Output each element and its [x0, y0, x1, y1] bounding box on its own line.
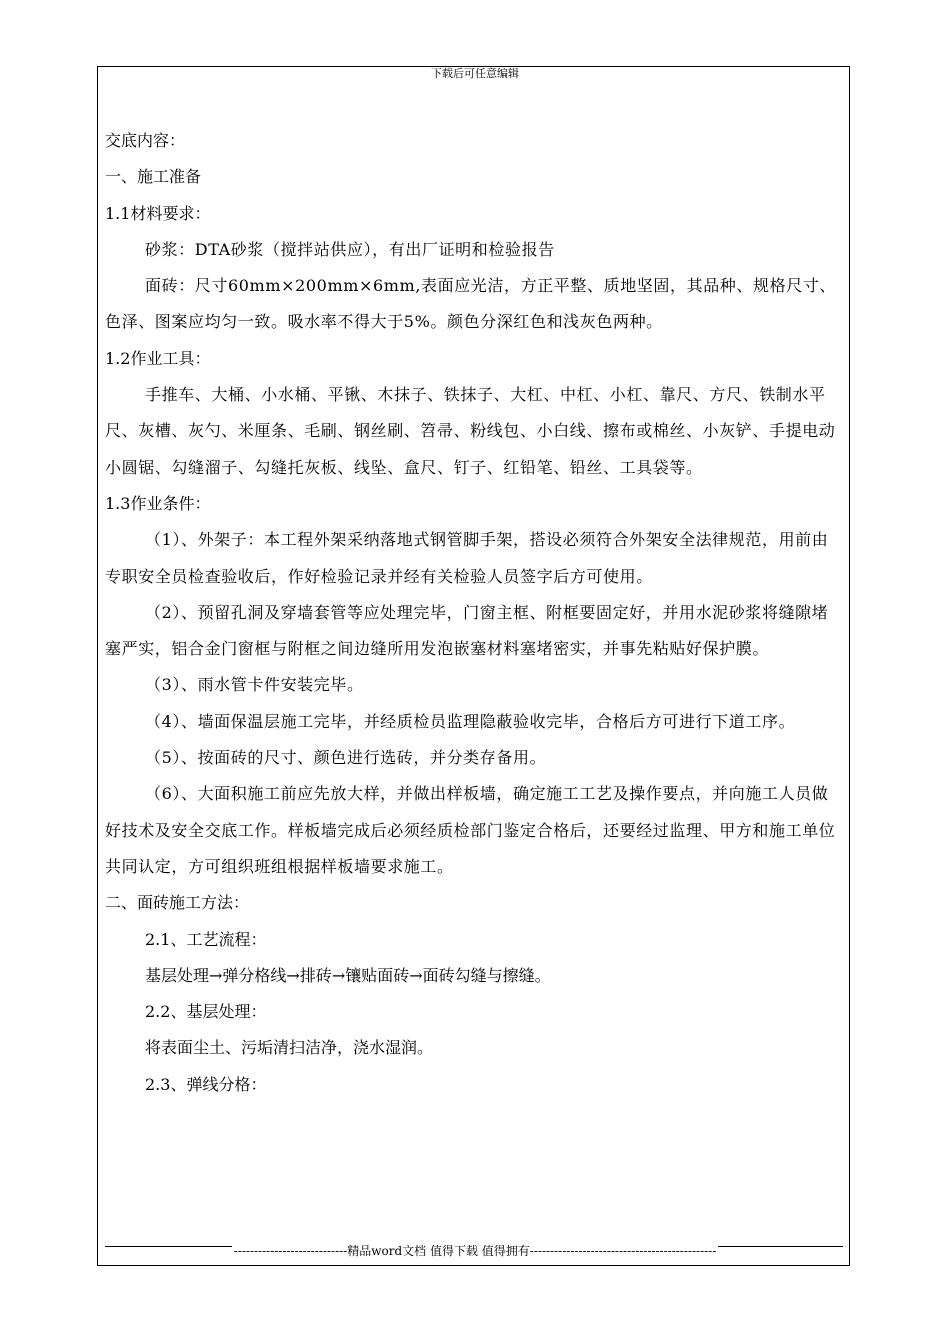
subsection-heading: 2.3、弹线分格： [145, 1074, 267, 1094]
subsection-heading: 2.2、基层处理： [145, 1002, 267, 1022]
subsection-heading: 2.1、工艺流程： [145, 929, 267, 949]
body-paragraph: （6）、大面积施工前应先放大样，并做出样板墙，确定施工工艺及操作要点，并向施工人员做好技术及安全交底工作。样板墙完成后必须经质检部门鉴定合格后，还要经过监理、甲方和施工单位共同认定，方可组织班组根据样板墙要求施工。 [105, 784, 836, 876]
body-paragraph: （1）、外架子：本工程外架采纳落地式钢管脚手架，搭设必须符合外架安全法律规范，用前由专职安全员检查验收后，作好检验记录并经有关检验人员签字后方可使用。 [105, 530, 829, 586]
section-heading: 二、面砖施工方法： [105, 893, 250, 913]
body-paragraph: 手推车、大桶、小水桶、平锹、木抹子、铁抹子、大杠、中杠、小杠、靠尺、方尺、铁制水平尺、灰槽、灰勺、米厘条、毛刷、钢丝刷、笤帚、粉线包、小白线、擦布或棉丝、小灰铲、手提电动小圆锯、勾缝溜子、勾缝托灰板、线坠、盒尺、钉子、红铅笔、铅丝、工具袋等。 [105, 385, 836, 477]
subsection-heading: 1.3作业条件： [105, 493, 211, 513]
header-note: 下载后可任意编辑 [431, 67, 519, 80]
footer-note [0, 1243, 950, 1259]
body-paragraph: （2）、预留孔洞及穿墙套管等应处理完毕，门窗主框、附框要固定好，并用水泥砂浆将缝隙堵塞严实，铝合金门窗框与附框之间边缝所用发泡嵌塞材料塞堵密实，并事先粘贴好保护膜。 [105, 602, 829, 659]
body-paragraph: （4）、墙面保温层施工完毕，并经质检员监理隐蔽验收完毕，合格后方可进行下道工序。 [145, 711, 796, 731]
document-body [105, 123, 843, 1103]
body-paragraph: 砂浆：DTA砂浆（搅拌站供应），有出厂证明和检验报告 [145, 239, 555, 259]
body-paragraph: 面砖：尺寸60mm×200mm×6mm,表面应光洁，方正平整、质地坚固，其品种、规格尺寸、色泽、图案应均匀一致。吸水率不得大于5%。颜色分深红色和浅灰色两种。 [105, 276, 837, 332]
section-label: 交底内容： [105, 131, 186, 150]
body-paragraph: 将表面尘土、污垢清扫洁净，浇水湿润。 [145, 1038, 434, 1058]
body-paragraph: （5）、按面砖的尺寸、颜色进行选砖，并分类存备用。 [145, 748, 547, 768]
body-paragraph: （3）、雨水管卡件安装完毕。 [145, 675, 364, 695]
footer-note-text: ----------------------------精品word文档 值得下载 值得拥有---------------------------------------------- [233, 1244, 717, 1258]
subsection-heading: 1.2作业工具： [105, 348, 211, 368]
section-heading: 一、施工准备 [105, 167, 202, 187]
subsection-heading: 1.1材料要求： [105, 203, 211, 223]
process-flow: 基层处理→弹分格线→排砖→镶贴面砖→面砖勾缝与擦缝。 [145, 965, 551, 985]
